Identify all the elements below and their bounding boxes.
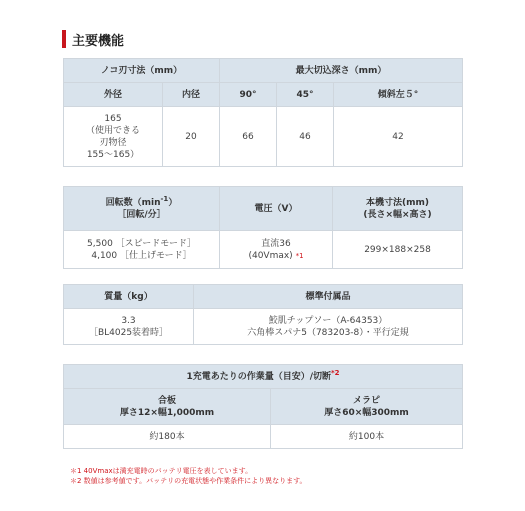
cell-accessories (194, 309, 463, 345)
header-size (333, 187, 463, 231)
cell-outer (64, 107, 163, 167)
mass-line: 3.3 (121, 315, 136, 326)
plywood-size: 厚さ12×幅1,000mm (119, 407, 215, 418)
footnote-2: ＊2 数値は参考値です。バッテリの充電状態や作業条件により異なります。 (70, 477, 307, 485)
header-rpm (64, 187, 220, 231)
blade-spec-table (63, 58, 463, 167)
cell-mass (64, 309, 194, 345)
rpm-sub-label: ［回転/分］ (117, 209, 166, 220)
accessory-line: 鮫肌チップソー（A-64353） (268, 315, 388, 326)
header-plywood (64, 389, 271, 425)
cell-tilt: 42 (334, 107, 463, 167)
voltage-note-mark: *1 (295, 251, 304, 260)
footnote-1: ＊1 40Vmaxは満充電時のバッテリ電圧を表しています。 (70, 467, 253, 475)
outer-line: （使用できる (85, 125, 140, 136)
cell-45: 46 (277, 107, 334, 167)
mass-line: ［BL4025装着時］ (88, 327, 169, 338)
header-45: 45° (277, 83, 334, 107)
size-sub-label: (長さ×幅×高さ) (363, 209, 432, 220)
header-tilt: 傾斜左５° (334, 83, 463, 107)
outer-line: 155～165） (86, 149, 140, 160)
header-saw-size: ノコ刃寸法（mm） (64, 59, 220, 83)
rpm-sup: -1 (160, 194, 169, 203)
header-accessories: 標準付属品 (194, 285, 463, 309)
meranti-size: 厚さ60×幅300mm (324, 407, 409, 418)
rpm-label: 回転数（min (105, 197, 161, 208)
outer-line: 165 (104, 113, 122, 124)
cell-voltage (220, 231, 333, 269)
header-max-depth: 最大切込深さ（mm） (220, 59, 463, 83)
plywood-label: 合板 (157, 395, 176, 406)
voltage-line: (40Vmax) (248, 250, 293, 261)
rpm-line: 4,100 ［仕上げモード］ (91, 250, 192, 261)
header-inner: 内径 (163, 83, 220, 107)
outer-line: 刃物径 (99, 137, 127, 148)
header-90: 90° (220, 83, 277, 107)
work-note-mark: *2 (331, 368, 340, 377)
title-accent-bar (62, 30, 66, 48)
rpm-close: ） (168, 197, 178, 208)
rpm-line: 5,500 ［スピードモード］ (87, 238, 196, 249)
accessory-line: 六角棒スパナ5（783203-8）・平行定規 (247, 327, 409, 338)
section-title (62, 30, 124, 48)
cell-inner: 20 (163, 107, 220, 167)
header-meranti (271, 389, 463, 425)
cell-rpm (64, 231, 220, 269)
header-mass: 質量（kg） (64, 285, 194, 309)
voltage-line: 直流36 (261, 238, 291, 249)
section-title-text: 主要機能 (72, 33, 125, 49)
header-outer: 外径 (64, 83, 163, 107)
cell-meranti: 約100本 (271, 425, 463, 449)
footnotes (70, 466, 307, 486)
mass-accessory-table (63, 284, 463, 345)
meranti-label: メラピ (352, 395, 380, 406)
work-amount-label: 1充電あたりの作業量（目安）/切断 (186, 371, 332, 382)
work-amount-table (63, 364, 463, 449)
cell-plywood: 約180本 (64, 425, 271, 449)
cell-90: 66 (220, 107, 277, 167)
header-voltage: 電圧（V） (220, 187, 333, 231)
header-work-amount (64, 365, 463, 389)
power-spec-table (63, 186, 463, 269)
cell-size: 299×188×258 (333, 231, 463, 269)
size-label: 本機寸法(mm) (366, 197, 429, 208)
